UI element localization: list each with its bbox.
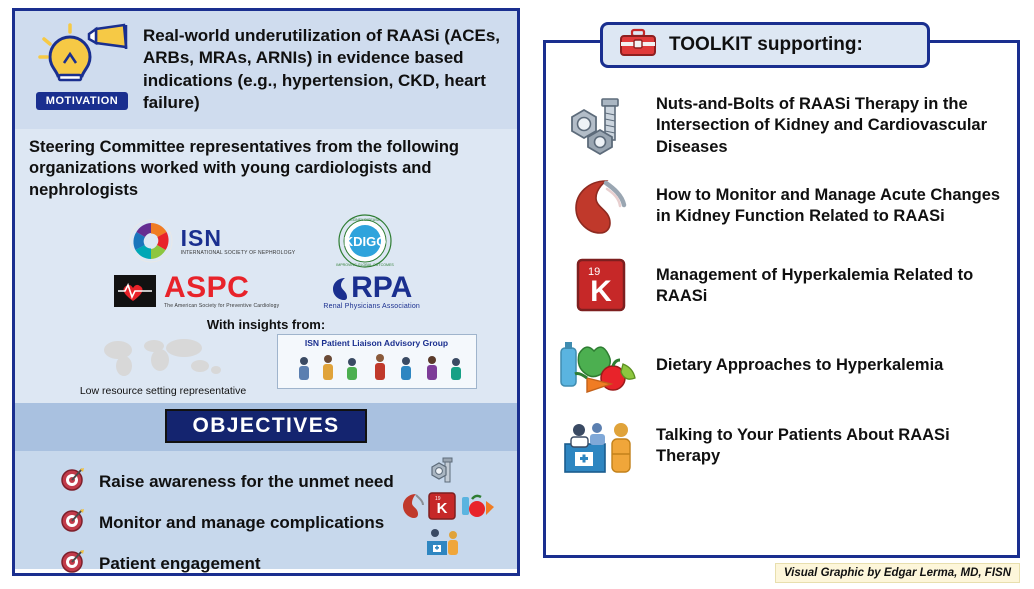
low-resource-caption: Low resource setting representative [79,385,247,398]
objectives-header-band [15,403,517,451]
objectives-title: OBJECTIVES [165,409,367,443]
toolkit-item [556,173,1003,239]
svg-text:IMPROVING GLOBAL OUTCOMES: IMPROVING GLOBAL OUTCOMES [336,263,395,268]
lightbulb-megaphone-icon [34,23,130,90]
right-panel [543,40,1020,558]
nuts-and-bolts-icon [556,93,642,159]
motivation-icon-group [21,19,143,110]
motivation-text: Real-world underutilization of RAASi (ACEs, ARBs, MRAs, ARNIs) in evidence based indications (e.g., hypertension, CKD, heart failure) [143,26,501,113]
objective-text: Raise awareness for the unmet need [99,471,394,491]
rpa-logo-fullname: Renal Physicians Association [323,302,421,310]
toolkit-item-text: Nuts-and-Bolts of RAASi Therapy in the Intersection of Kidney and Cardiovascular Diseases [656,95,987,156]
toolkit-item-text: Management of Hyperkalemia Related to RAASi [656,265,974,305]
steering-committee-text: Steering Committee representatives from the following organizations worked with young cardiologists and nephrologists [29,138,459,199]
aspc-logo-abbr: ASPC [163,271,250,305]
target-icon [59,548,85,579]
motivation-section [15,11,517,129]
toolkit-item [556,253,1003,319]
toolkit-header [600,22,930,68]
logo-row-top [25,213,507,269]
patient-liaison-block [277,334,477,389]
nuts-and-bolts-mini-icon [423,455,463,494]
aspc-logo [112,271,279,311]
toolkit-item [556,333,1003,399]
svg-text:19: 19 [435,496,441,503]
vegetables-icon [556,333,642,399]
organization-logos [15,205,517,403]
svg-text:KIDNEY DISEASE: KIDNEY DISEASE [350,218,381,223]
kidney-mini-icon [399,491,425,526]
insights-row [25,334,507,397]
target-icon [59,466,85,497]
objective-text: Patient engagement [99,553,261,573]
target-icon [59,507,85,538]
world-map-icon [88,367,238,384]
kidney-icon [556,173,642,239]
toolkit-items-list [546,43,1017,479]
objectives-list [15,451,517,573]
logo-row-bottom [25,271,507,311]
insights-label: With insights from: [206,317,326,333]
steering-committee-section [15,129,517,205]
doctor-patient-icon [556,413,642,479]
potassium-mini-icon [427,491,457,526]
patient-liaison-title: ISN Patient Liaison Advisory Group [304,338,449,349]
toolkit-title: TOOLKIT supporting: [669,34,863,55]
aspc-logo-fullname: The American Society for Preventive Cardiology [163,303,280,310]
svg-text:K: K [436,500,448,518]
svg-text:K: K [590,275,612,308]
low-resource-block [56,334,271,397]
left-panel [12,8,520,576]
isn-logo-abbr: ISN [180,224,222,251]
svg-text:KDIGO: KDIGO [344,234,387,250]
isn-logo-fullname: INTERNATIONAL SOCIETY OF NEPHROLOGY [180,249,296,256]
rpa-logo [323,270,421,310]
toolkit-item-text: Dietary Approaches to Hyperkalemia [656,356,944,375]
doctor-patient-mini-icon [423,525,465,564]
toolkit-item [556,413,1003,479]
motivation-tag: MOTIVATION [36,92,128,110]
toolkit-item-text: How to Monitor and Manage Acute Changes in Kidney Function Related to RAASi [656,185,1001,225]
toolkit-item [556,93,1003,159]
rpa-logo-abbr: RPA [351,270,413,304]
vegetables-mini-icon [459,491,497,526]
kdigo-logo [325,213,405,269]
objective-text: Monitor and manage complications [99,512,385,532]
toolkit-item-text: Talking to Your Patients About RAASi Therapy [656,425,950,465]
credit-label: Visual Graphic by Edgar Lerma, MD, FISN [775,563,1020,583]
objectives-thumbnail-icons [397,455,507,567]
toolbox-icon [619,27,657,64]
svg-text:19: 19 [588,266,601,278]
isn-logo [127,217,296,265]
patient-group-illustration-icon [280,370,476,387]
potassium-element-icon [556,253,642,319]
